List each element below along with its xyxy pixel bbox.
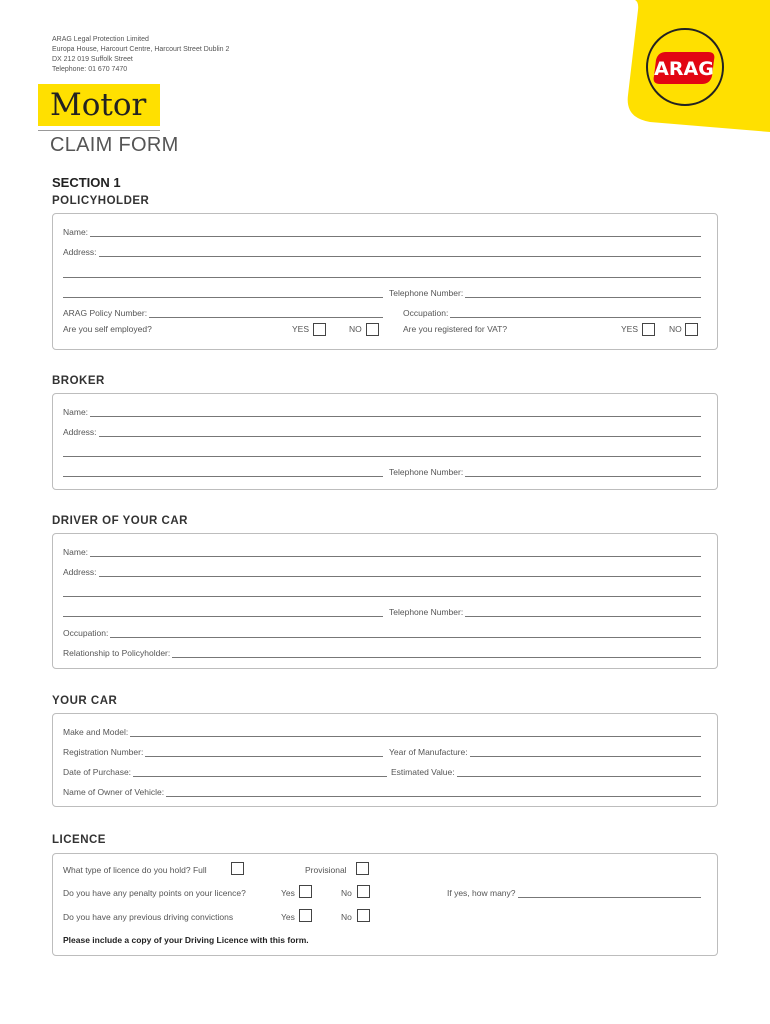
car-title: YOUR CAR	[52, 695, 118, 707]
policyholder-occupation-row	[403, 307, 701, 318]
penalty-count-field[interactable]	[518, 890, 701, 898]
broker-address-line3	[63, 466, 383, 477]
policyholder-name-row	[63, 226, 701, 237]
driver-occupation-field[interactable]	[110, 630, 701, 638]
policyholder-address-field-3[interactable]	[63, 290, 383, 298]
convictions-yes-checkbox[interactable]	[299, 909, 312, 922]
penalty-no-label: No	[341, 888, 352, 898]
broker-telephone-row	[389, 466, 701, 477]
arag-logo-graphic	[620, 0, 770, 132]
car-make-model-label: Make and Model:	[63, 727, 129, 737]
driver-address-line2	[63, 586, 701, 597]
car-purchase-date-label: Date of Purchase:	[63, 767, 132, 777]
broker-address-field-2[interactable]	[63, 449, 701, 457]
policyholder-policy-number-label: ARAG Policy Number:	[63, 308, 148, 318]
policyholder-telephone-field[interactable]	[465, 290, 701, 298]
company-address	[52, 35, 229, 75]
convictions-no-label: No	[341, 912, 352, 922]
policyholder-telephone-row	[389, 287, 701, 298]
policyholder-address-field-2[interactable]	[63, 270, 701, 278]
vat-no-checkbox[interactable]	[685, 323, 698, 336]
motor-banner	[38, 84, 160, 126]
car-owner-row	[63, 786, 701, 797]
car-year-label: Year of Manufacture:	[389, 747, 468, 757]
car-registration-row	[63, 746, 383, 757]
driver-address-field-2[interactable]	[63, 589, 701, 597]
policyholder-title: POLICYHOLDER	[52, 195, 150, 207]
vat-no-label: NO	[669, 324, 682, 334]
car-estimated-value-label: Estimated Value:	[391, 767, 455, 777]
broker-address-line2	[63, 446, 701, 457]
licence-box	[52, 853, 718, 956]
car-make-model-row	[63, 726, 701, 737]
driver-name-field[interactable]	[90, 549, 701, 557]
licence-type-question: What type of licence do you hold? Full	[63, 865, 207, 875]
car-registration-field[interactable]	[145, 749, 383, 757]
licence-full-checkbox[interactable]	[231, 862, 244, 875]
licence-provisional-label: Provisional	[305, 865, 347, 875]
car-estimated-value-row	[391, 766, 701, 777]
penalty-yes-checkbox[interactable]	[299, 885, 312, 898]
policyholder-name-field[interactable]	[90, 229, 701, 237]
section-title: SECTION 1	[52, 175, 121, 190]
driver-telephone-row	[389, 606, 701, 617]
self-employed-no-label: NO	[349, 324, 362, 334]
company-street: Europa House, Harcourt Centre, Harcourt Street Dublin 2	[52, 46, 230, 53]
self-employed-yes-checkbox[interactable]	[313, 323, 326, 336]
self-employed-no-checkbox[interactable]	[366, 323, 379, 336]
broker-address-label: Address:	[63, 427, 97, 437]
licence-copy-note: Please include a copy of your Driving Licence with this form.	[63, 935, 309, 945]
licence-provisional-checkbox[interactable]	[356, 862, 369, 875]
policyholder-policy-number-row	[63, 307, 383, 318]
driver-address-field-3[interactable]	[63, 609, 383, 617]
convictions-yes-label: Yes	[281, 912, 295, 922]
broker-address-row	[63, 426, 701, 437]
policyholder-telephone-label: Telephone Number:	[389, 288, 464, 298]
driver-occupation-row	[63, 627, 701, 638]
car-year-field[interactable]	[470, 749, 701, 757]
car-box	[52, 713, 718, 807]
broker-box	[52, 393, 718, 490]
company-telephone: Telephone: 01 670 7470	[52, 66, 128, 73]
company-dx: DX 212 019 Suffolk Street	[52, 56, 133, 63]
driver-telephone-field[interactable]	[465, 609, 701, 617]
driver-telephone-label: Telephone Number:	[389, 607, 464, 617]
vat-yes-label: YES	[621, 324, 639, 334]
broker-name-label: Name:	[63, 407, 89, 417]
motor-underline	[38, 130, 160, 131]
driver-address-row	[63, 566, 701, 577]
broker-address-field-3[interactable]	[63, 469, 383, 477]
car-year-row	[389, 746, 701, 757]
penalty-no-checkbox[interactable]	[357, 885, 370, 898]
driver-name-row	[63, 546, 701, 557]
claim-form-title: CLAIM FORM	[50, 134, 179, 156]
policyholder-address-row	[63, 246, 701, 257]
policyholder-occupation-label: Occupation:	[403, 308, 449, 318]
logo-text: ARAG	[654, 58, 714, 80]
vat-question: Are you registered for VAT?	[403, 324, 508, 334]
car-owner-field[interactable]	[166, 789, 701, 797]
company-name: ARAG Legal Protection Limited	[52, 36, 149, 43]
driver-address-label: Address:	[63, 567, 97, 577]
car-registration-label: Registration Number:	[63, 747, 144, 757]
driver-relationship-row	[63, 647, 701, 658]
policyholder-policy-number-field[interactable]	[149, 310, 383, 318]
car-estimated-value-field[interactable]	[457, 769, 701, 777]
penalty-points-question: Do you have any penalty points on your licence?	[63, 888, 246, 898]
driver-relationship-field[interactable]	[172, 650, 701, 658]
convictions-no-checkbox[interactable]	[357, 909, 370, 922]
broker-name-field[interactable]	[90, 409, 701, 417]
driver-occupation-label: Occupation:	[63, 628, 109, 638]
broker-address-field[interactable]	[99, 429, 701, 437]
broker-telephone-label: Telephone Number:	[389, 467, 464, 477]
policyholder-address-line3	[63, 287, 383, 298]
driver-box	[52, 533, 718, 669]
self-employed-yes-label: YES	[292, 324, 310, 334]
penalty-count-row	[447, 887, 701, 898]
policyholder-address-line2	[63, 267, 701, 278]
policyholder-name-label: Name:	[63, 227, 89, 237]
policyholder-address-label: Address:	[63, 247, 97, 257]
motor-title: Motor	[50, 87, 147, 123]
penalty-count-label: If yes, how many?	[447, 888, 516, 898]
convictions-question: Do you have any previous driving convictions	[63, 912, 234, 922]
self-employed-question: Are you self employed?	[63, 324, 152, 334]
policyholder-occupation-field[interactable]	[450, 310, 701, 318]
broker-title: BROKER	[52, 375, 105, 387]
penalty-yes-label: Yes	[281, 888, 295, 898]
driver-address-line3	[63, 606, 383, 617]
driver-title: DRIVER OF YOUR CAR	[52, 515, 188, 527]
driver-relationship-label: Relationship to Policyholder:	[63, 648, 171, 658]
driver-name-label: Name:	[63, 547, 89, 557]
vat-yes-checkbox[interactable]	[642, 323, 655, 336]
broker-telephone-field[interactable]	[465, 469, 701, 477]
car-purchase-date-field[interactable]	[133, 769, 387, 777]
driver-address-field[interactable]	[99, 569, 701, 577]
car-purchase-date-row	[63, 766, 387, 777]
broker-name-row	[63, 406, 701, 417]
policyholder-box	[52, 213, 718, 350]
licence-title: LICENCE	[52, 834, 106, 846]
car-make-model-field[interactable]	[130, 729, 701, 737]
car-owner-label: Name of Owner of Vehicle:	[63, 787, 165, 797]
policyholder-address-field[interactable]	[99, 249, 701, 257]
arag-logo	[620, 0, 770, 132]
